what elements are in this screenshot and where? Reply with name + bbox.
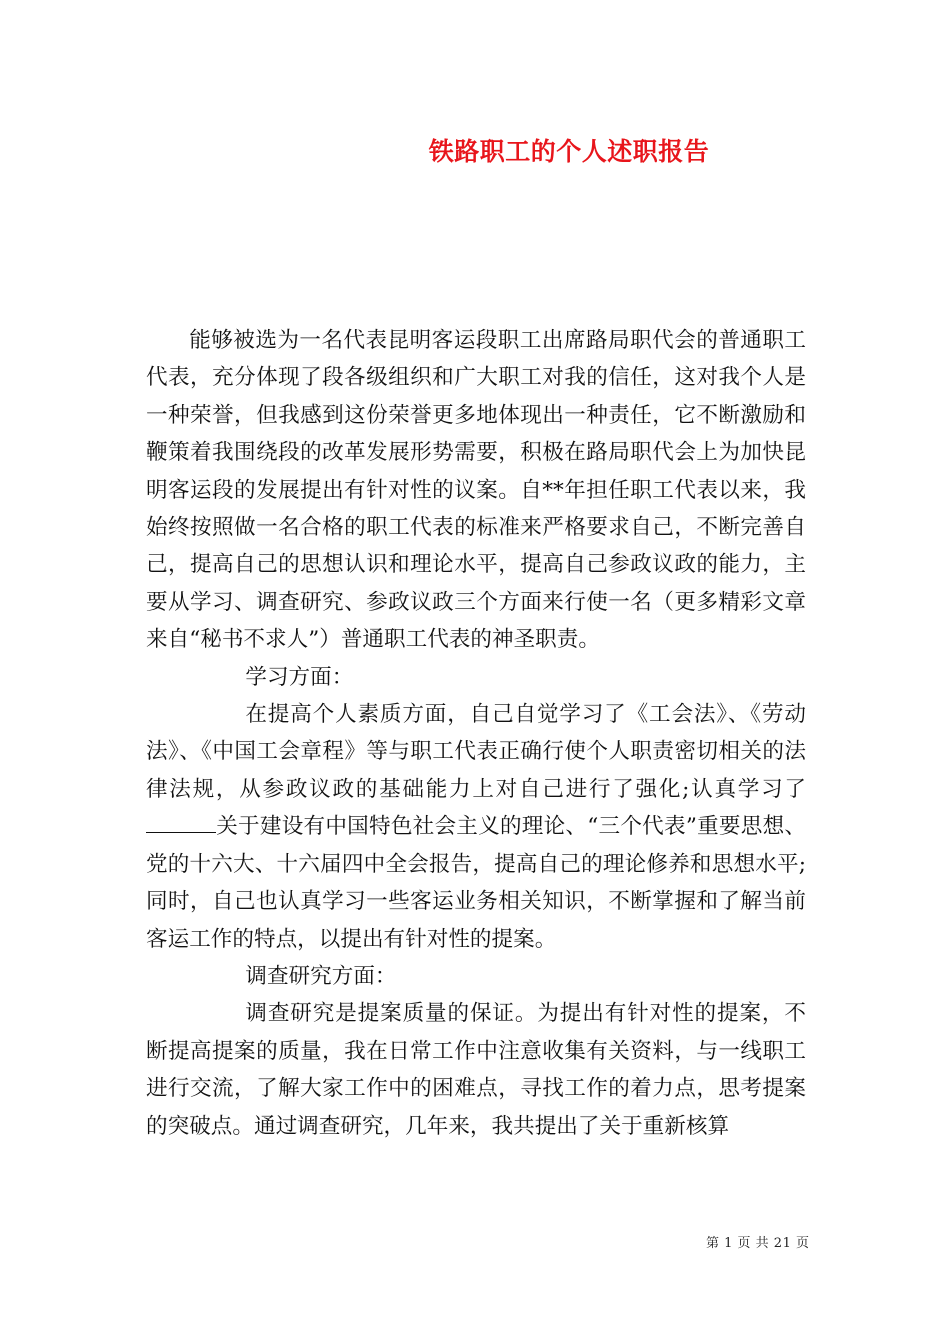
paragraph-intro: 能够被选为一名代表昆明客运段职工出席路局职代会的普通职工代表，充分体现了段各级组织和广大职工对我的信任，这对我个人是一种荣誉，但我感到这份荣誉更多地体现出一种责任，它不断激励和鞭策着我围绕段的改革发展形势需要，积极在路局职代会上为加快昆明客运段的发展提出有针对性的议案。自**年担任职工代表以来，我始终按照做一名合格的职工代表的标准来严格要求自己，不断完善自己，提高自己的思想认识和理论水平，提高自己参政议政的能力，主要从学习、调查研究、参政议政三个方面来行使一名（更多精彩文章来自“秘书不求人”）普通职工代表的神圣职责。: [146, 328, 806, 653]
section-heading-research: 调查研究方面：: [245, 963, 397, 989]
paragraph-study: [146, 696, 806, 958]
section-heading-study: 学习方面：: [245, 664, 354, 690]
fill-in-blank: [146, 811, 216, 834]
page-number-footer: 第 1 页 共 21 页: [706, 1236, 810, 1251]
document-title: 铁路职工的个人述职报告: [428, 137, 710, 166]
paragraph-research: 调查研究是提案质量的保证。为提出有针对性的提案，不断提高提案的质量，我在日常工作中注意收集有关资料，与一线职工进行交流，了解大家工作中的困难点，寻找工作的着力点，思考提案的突破点。通过调查研究，几年来，我共提出了关于重新核算: [146, 1001, 806, 1139]
document-body: [146, 322, 806, 1145]
paragraph-study-part2: 关于建设有中国特色社会主义的理论、“三个代表”重要思想、党的十六大、十六届四中全会报告，提高自己的理论修养和思想水平;同时，自己也认真学习一些客运业务相关知识，不断掌握和了解当前客运工作的特点，以提出有针对性的提案。: [146, 814, 806, 952]
paragraph-study-part1: 在提高个人素质方面，自己自觉学习了《工会法》、《劳动法》、《中国工会章程》等与职工代表正确行使个人职责密切相关的法律法规，从参政议政的基础能力上对自己进行了强化;认真学习了: [146, 702, 806, 802]
